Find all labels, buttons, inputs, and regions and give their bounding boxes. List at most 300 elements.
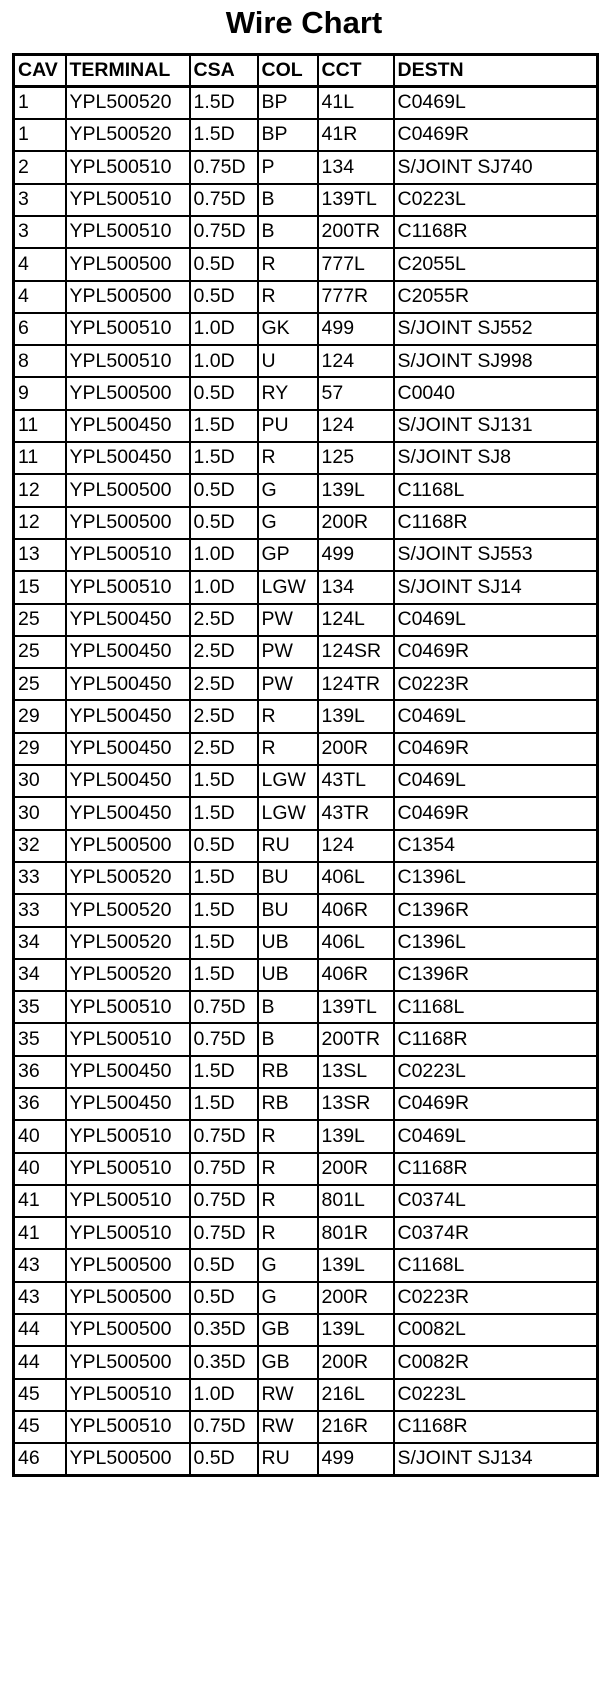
cell-destn: S/JOINT SJ740 xyxy=(394,151,598,183)
cell-col: R xyxy=(258,248,318,280)
cell-destn: S/JOINT SJ131 xyxy=(394,410,598,442)
cell-cct: 216L xyxy=(318,1379,394,1411)
cell-cav: 29 xyxy=(14,733,66,765)
cell-cav: 4 xyxy=(14,248,66,280)
table-header-row xyxy=(14,55,598,87)
cell-cct: 13SL xyxy=(318,1056,394,1088)
cell-col: B xyxy=(258,184,318,216)
cell-destn: C0223L xyxy=(394,1056,598,1088)
cell-terminal: YPL500500 xyxy=(66,830,190,862)
table-row xyxy=(14,1282,598,1314)
cell-cct: 134 xyxy=(318,571,394,603)
cell-csa: 1.5D xyxy=(190,927,258,959)
cell-cct: 43TR xyxy=(318,797,394,829)
cell-terminal: YPL500520 xyxy=(66,927,190,959)
cell-csa: 1.5D xyxy=(190,894,258,926)
cell-terminal: YPL500510 xyxy=(66,345,190,377)
table-row xyxy=(14,765,598,797)
cell-col: R xyxy=(258,733,318,765)
cell-terminal: YPL500510 xyxy=(66,216,190,248)
table-row xyxy=(14,1153,598,1185)
table-row xyxy=(14,991,598,1023)
cell-terminal: YPL500450 xyxy=(66,797,190,829)
cell-terminal: YPL500510 xyxy=(66,991,190,1023)
cell-terminal: YPL500510 xyxy=(66,1185,190,1217)
cell-terminal: YPL500500 xyxy=(66,1443,190,1475)
cell-csa: 0.75D xyxy=(190,1120,258,1152)
cell-cct: 200R xyxy=(318,1153,394,1185)
cell-destn: C0469L xyxy=(394,765,598,797)
table-row xyxy=(14,1346,598,1378)
cell-cav: 34 xyxy=(14,959,66,991)
cell-cav: 9 xyxy=(14,377,66,409)
cell-terminal: YPL500450 xyxy=(66,604,190,636)
cell-csa: 0.5D xyxy=(190,1443,258,1475)
cell-col: RW xyxy=(258,1411,318,1443)
cell-col: GB xyxy=(258,1346,318,1378)
cell-destn: C0469R xyxy=(394,119,598,151)
cell-col: UB xyxy=(258,959,318,991)
cell-col: B xyxy=(258,216,318,248)
wire-chart-table xyxy=(12,53,599,1477)
cell-col: P xyxy=(258,151,318,183)
cell-col: RU xyxy=(258,830,318,862)
cell-col: R xyxy=(258,1120,318,1152)
cell-cav: 13 xyxy=(14,539,66,571)
cell-terminal: YPL500450 xyxy=(66,442,190,474)
cell-cav: 3 xyxy=(14,184,66,216)
cell-cav: 41 xyxy=(14,1217,66,1249)
cell-terminal: YPL500520 xyxy=(66,862,190,894)
table-row xyxy=(14,184,598,216)
cell-cav: 25 xyxy=(14,636,66,668)
cell-cct: 499 xyxy=(318,539,394,571)
table-row xyxy=(14,1314,598,1346)
cell-col: RW xyxy=(258,1379,318,1411)
cell-csa: 0.5D xyxy=(190,248,258,280)
table-row xyxy=(14,862,598,894)
cell-cav: 12 xyxy=(14,474,66,506)
cell-terminal: YPL500450 xyxy=(66,668,190,700)
cell-terminal: YPL500450 xyxy=(66,700,190,732)
cell-cct: 406R xyxy=(318,894,394,926)
cell-col: G xyxy=(258,507,318,539)
cell-col: R xyxy=(258,1185,318,1217)
cell-cct: 499 xyxy=(318,1443,394,1475)
cell-cav: 25 xyxy=(14,604,66,636)
table-row xyxy=(14,442,598,474)
cell-col: PW xyxy=(258,668,318,700)
cell-col: G xyxy=(258,1282,318,1314)
cell-cav: 35 xyxy=(14,1023,66,1055)
table-row xyxy=(14,1443,598,1475)
cell-cav: 44 xyxy=(14,1346,66,1378)
cell-destn: C1168R xyxy=(394,216,598,248)
cell-cct: 200R xyxy=(318,507,394,539)
cell-cct: 139L xyxy=(318,1314,394,1346)
cell-destn: C1168R xyxy=(394,1153,598,1185)
table-row xyxy=(14,539,598,571)
cell-cct: 57 xyxy=(318,377,394,409)
cell-terminal: YPL500510 xyxy=(66,313,190,345)
cell-col: U xyxy=(258,345,318,377)
cell-terminal: YPL500520 xyxy=(66,959,190,991)
cell-cct: 125 xyxy=(318,442,394,474)
cell-cav: 11 xyxy=(14,410,66,442)
cell-terminal: YPL500450 xyxy=(66,733,190,765)
cell-csa: 0.5D xyxy=(190,377,258,409)
cell-terminal: YPL500520 xyxy=(66,119,190,151)
cell-csa: 2.5D xyxy=(190,668,258,700)
cell-destn: S/JOINT SJ553 xyxy=(394,539,598,571)
cell-csa: 1.5D xyxy=(190,119,258,151)
cell-terminal: YPL500510 xyxy=(66,571,190,603)
cell-col: R xyxy=(258,442,318,474)
cell-cct: 139L xyxy=(318,700,394,732)
cell-terminal: YPL500450 xyxy=(66,1088,190,1120)
cell-cav: 25 xyxy=(14,668,66,700)
table-row xyxy=(14,281,598,313)
table-row xyxy=(14,410,598,442)
cell-cav: 4 xyxy=(14,281,66,313)
cell-csa: 1.0D xyxy=(190,571,258,603)
cell-csa: 0.35D xyxy=(190,1314,258,1346)
table-row xyxy=(14,1249,598,1281)
cell-destn: C0469R xyxy=(394,797,598,829)
cell-cct: 406L xyxy=(318,927,394,959)
cell-csa: 1.0D xyxy=(190,1379,258,1411)
cell-cav: 40 xyxy=(14,1120,66,1152)
cell-destn: C0223L xyxy=(394,184,598,216)
cell-cav: 43 xyxy=(14,1282,66,1314)
cell-destn: C1168R xyxy=(394,1023,598,1055)
cell-col: RY xyxy=(258,377,318,409)
cell-cct: 139L xyxy=(318,474,394,506)
cell-destn: C2055L xyxy=(394,248,598,280)
cell-terminal: YPL500510 xyxy=(66,1411,190,1443)
cell-cav: 1 xyxy=(14,119,66,151)
cell-csa: 0.5D xyxy=(190,281,258,313)
cell-terminal: YPL500500 xyxy=(66,1249,190,1281)
cell-csa: 0.75D xyxy=(190,184,258,216)
table-row xyxy=(14,216,598,248)
cell-destn: C1168R xyxy=(394,507,598,539)
cell-csa: 0.75D xyxy=(190,1023,258,1055)
header-csa: CSA xyxy=(190,55,258,87)
table-row xyxy=(14,313,598,345)
table-row xyxy=(14,474,598,506)
cell-terminal: YPL500500 xyxy=(66,1282,190,1314)
cell-destn: C1168L xyxy=(394,991,598,1023)
cell-csa: 1.5D xyxy=(190,797,258,829)
cell-csa: 1.5D xyxy=(190,1088,258,1120)
cell-destn: C1168L xyxy=(394,1249,598,1281)
cell-destn: C1168R xyxy=(394,1411,598,1443)
cell-destn: C0374R xyxy=(394,1217,598,1249)
cell-cct: 124 xyxy=(318,830,394,862)
cell-cct: 124 xyxy=(318,345,394,377)
cell-csa: 2.5D xyxy=(190,733,258,765)
cell-destn: S/JOINT SJ998 xyxy=(394,345,598,377)
cell-destn: C0082L xyxy=(394,1314,598,1346)
cell-destn: C1168L xyxy=(394,474,598,506)
cell-col: BU xyxy=(258,862,318,894)
cell-csa: 2.5D xyxy=(190,636,258,668)
cell-terminal: YPL500450 xyxy=(66,1056,190,1088)
cell-col: B xyxy=(258,991,318,1023)
cell-cav: 33 xyxy=(14,894,66,926)
table-row xyxy=(14,377,598,409)
cell-cct: 41L xyxy=(318,87,394,119)
cell-csa: 1.0D xyxy=(190,345,258,377)
table-row xyxy=(14,1120,598,1152)
cell-csa: 0.5D xyxy=(190,1249,258,1281)
table-row xyxy=(14,1056,598,1088)
cell-cct: 13SR xyxy=(318,1088,394,1120)
cell-cav: 43 xyxy=(14,1249,66,1281)
cell-csa: 0.75D xyxy=(190,1153,258,1185)
cell-terminal: YPL500500 xyxy=(66,1314,190,1346)
cell-terminal: YPL500510 xyxy=(66,539,190,571)
cell-cct: 499 xyxy=(318,313,394,345)
cell-col: GB xyxy=(258,1314,318,1346)
table-row xyxy=(14,894,598,926)
header-cav: CAV xyxy=(14,55,66,87)
cell-col: R xyxy=(258,1217,318,1249)
cell-col: PW xyxy=(258,636,318,668)
cell-csa: 1.0D xyxy=(190,313,258,345)
cell-cct: 41R xyxy=(318,119,394,151)
cell-cav: 32 xyxy=(14,830,66,862)
cell-terminal: YPL500450 xyxy=(66,765,190,797)
cell-csa: 0.5D xyxy=(190,507,258,539)
cell-destn: C0469R xyxy=(394,636,598,668)
cell-cct: 777R xyxy=(318,281,394,313)
cell-destn: C1396R xyxy=(394,894,598,926)
cell-csa: 0.75D xyxy=(190,151,258,183)
cell-csa: 1.5D xyxy=(190,87,258,119)
cell-col: G xyxy=(258,474,318,506)
cell-terminal: YPL500510 xyxy=(66,1217,190,1249)
cell-col: RB xyxy=(258,1056,318,1088)
cell-col: LGW xyxy=(258,571,318,603)
table-body xyxy=(14,87,598,1476)
cell-cav: 1 xyxy=(14,87,66,119)
cell-destn: C2055R xyxy=(394,281,598,313)
header-destn: DESTN xyxy=(394,55,598,87)
cell-terminal: YPL500450 xyxy=(66,636,190,668)
header-col: COL xyxy=(258,55,318,87)
cell-destn: C0469R xyxy=(394,733,598,765)
cell-csa: 1.5D xyxy=(190,765,258,797)
cell-cct: 43TL xyxy=(318,765,394,797)
cell-cav: 41 xyxy=(14,1185,66,1217)
cell-cct: 200TR xyxy=(318,216,394,248)
header-terminal: TERMINAL xyxy=(66,55,190,87)
cell-destn: S/JOINT SJ552 xyxy=(394,313,598,345)
cell-terminal: YPL500500 xyxy=(66,248,190,280)
cell-terminal: YPL500510 xyxy=(66,1153,190,1185)
cell-terminal: YPL500510 xyxy=(66,1379,190,1411)
cell-terminal: YPL500510 xyxy=(66,1120,190,1152)
cell-col: RB xyxy=(258,1088,318,1120)
cell-cav: 30 xyxy=(14,797,66,829)
cell-destn: C0223L xyxy=(394,1379,598,1411)
table-row xyxy=(14,636,598,668)
cell-csa: 0.75D xyxy=(190,1411,258,1443)
page-title: Wire Chart xyxy=(225,5,383,40)
cell-terminal: YPL500500 xyxy=(66,281,190,313)
cell-cav: 45 xyxy=(14,1379,66,1411)
cell-cav: 36 xyxy=(14,1056,66,1088)
cell-csa: 2.5D xyxy=(190,700,258,732)
cell-cav: 35 xyxy=(14,991,66,1023)
cell-destn: C0469L xyxy=(394,1120,598,1152)
cell-cav: 29 xyxy=(14,700,66,732)
table-row xyxy=(14,151,598,183)
header-cct: CCT xyxy=(318,55,394,87)
cell-col: R xyxy=(258,281,318,313)
cell-destn: C0469L xyxy=(394,87,598,119)
cell-destn: C1354 xyxy=(394,830,598,862)
table-row xyxy=(14,345,598,377)
table-row xyxy=(14,668,598,700)
cell-cav: 36 xyxy=(14,1088,66,1120)
cell-col: R xyxy=(258,700,318,732)
table-row xyxy=(14,604,598,636)
cell-cct: 139L xyxy=(318,1120,394,1152)
cell-destn: S/JOINT SJ8 xyxy=(394,442,598,474)
table-row xyxy=(14,1185,598,1217)
cell-destn: C0040 xyxy=(394,377,598,409)
table-row xyxy=(14,119,598,151)
cell-csa: 1.5D xyxy=(190,410,258,442)
cell-terminal: YPL500520 xyxy=(66,894,190,926)
cell-csa: 1.5D xyxy=(190,862,258,894)
table-row xyxy=(14,797,598,829)
cell-cct: 200TR xyxy=(318,1023,394,1055)
cell-col: R xyxy=(258,1153,318,1185)
cell-terminal: YPL500520 xyxy=(66,87,190,119)
cell-destn: C0469R xyxy=(394,1088,598,1120)
table-row xyxy=(14,87,598,119)
cell-cct: 777L xyxy=(318,248,394,280)
cell-terminal: YPL500450 xyxy=(66,410,190,442)
table-row xyxy=(14,1088,598,1120)
cell-destn: C1396L xyxy=(394,862,598,894)
cell-cct: 200R xyxy=(318,1282,394,1314)
cell-cav: 6 xyxy=(14,313,66,345)
table-row xyxy=(14,700,598,732)
cell-csa: 1.0D xyxy=(190,539,258,571)
cell-destn: C1396L xyxy=(394,927,598,959)
cell-col: RU xyxy=(258,1443,318,1475)
cell-csa: 0.5D xyxy=(190,830,258,862)
cell-cct: 124TR xyxy=(318,668,394,700)
cell-cct: 139TL xyxy=(318,991,394,1023)
table-row xyxy=(14,571,598,603)
cell-csa: 1.5D xyxy=(190,959,258,991)
cell-cav: 34 xyxy=(14,927,66,959)
table-row xyxy=(14,248,598,280)
cell-csa: 0.75D xyxy=(190,1217,258,1249)
cell-cct: 216R xyxy=(318,1411,394,1443)
cell-cav: 45 xyxy=(14,1411,66,1443)
cell-destn: S/JOINT SJ134 xyxy=(394,1443,598,1475)
cell-cct: 124SR xyxy=(318,636,394,668)
cell-col: GK xyxy=(258,313,318,345)
cell-terminal: YPL500510 xyxy=(66,184,190,216)
cell-cct: 124L xyxy=(318,604,394,636)
cell-cct: 124 xyxy=(318,410,394,442)
cell-cav: 8 xyxy=(14,345,66,377)
cell-col: PW xyxy=(258,604,318,636)
cell-destn: C1396R xyxy=(394,959,598,991)
cell-csa: 0.5D xyxy=(190,474,258,506)
cell-col: BU xyxy=(258,894,318,926)
table-row xyxy=(14,830,598,862)
cell-col: BP xyxy=(258,87,318,119)
cell-cct: 406R xyxy=(318,959,394,991)
cell-terminal: YPL500510 xyxy=(66,1023,190,1055)
cell-terminal: YPL500510 xyxy=(66,151,190,183)
table-row xyxy=(14,1217,598,1249)
cell-cav: 46 xyxy=(14,1443,66,1475)
cell-cav: 15 xyxy=(14,571,66,603)
cell-csa: 0.35D xyxy=(190,1346,258,1378)
cell-cct: 200R xyxy=(318,733,394,765)
cell-destn: C0374L xyxy=(394,1185,598,1217)
table-row xyxy=(14,927,598,959)
table-row xyxy=(14,733,598,765)
cell-destn: C0082R xyxy=(394,1346,598,1378)
cell-cav: 30 xyxy=(14,765,66,797)
cell-cav: 2 xyxy=(14,151,66,183)
cell-terminal: YPL500500 xyxy=(66,1346,190,1378)
cell-terminal: YPL500500 xyxy=(66,507,190,539)
cell-destn: C0223R xyxy=(394,1282,598,1314)
cell-csa: 0.5D xyxy=(190,1282,258,1314)
cell-destn: C0223R xyxy=(394,668,598,700)
cell-cct: 134 xyxy=(318,151,394,183)
cell-cav: 3 xyxy=(14,216,66,248)
cell-csa: 0.75D xyxy=(190,1185,258,1217)
cell-cav: 11 xyxy=(14,442,66,474)
cell-cav: 44 xyxy=(14,1314,66,1346)
cell-csa: 1.5D xyxy=(190,1056,258,1088)
cell-col: GP xyxy=(258,539,318,571)
cell-csa: 1.5D xyxy=(190,442,258,474)
cell-csa: 2.5D xyxy=(190,604,258,636)
cell-cct: 200R xyxy=(318,1346,394,1378)
cell-col: UB xyxy=(258,927,318,959)
cell-cct: 406L xyxy=(318,862,394,894)
cell-terminal: YPL500500 xyxy=(66,474,190,506)
cell-destn: S/JOINT SJ14 xyxy=(394,571,598,603)
cell-cct: 139L xyxy=(318,1249,394,1281)
cell-cct: 139TL xyxy=(318,184,394,216)
cell-col: PU xyxy=(258,410,318,442)
table-row xyxy=(14,1411,598,1443)
cell-cav: 33 xyxy=(14,862,66,894)
cell-terminal: YPL500500 xyxy=(66,377,190,409)
cell-cct: 801R xyxy=(318,1217,394,1249)
table-row xyxy=(14,507,598,539)
cell-col: B xyxy=(258,1023,318,1055)
cell-col: LGW xyxy=(258,765,318,797)
table-row xyxy=(14,959,598,991)
cell-col: LGW xyxy=(258,797,318,829)
